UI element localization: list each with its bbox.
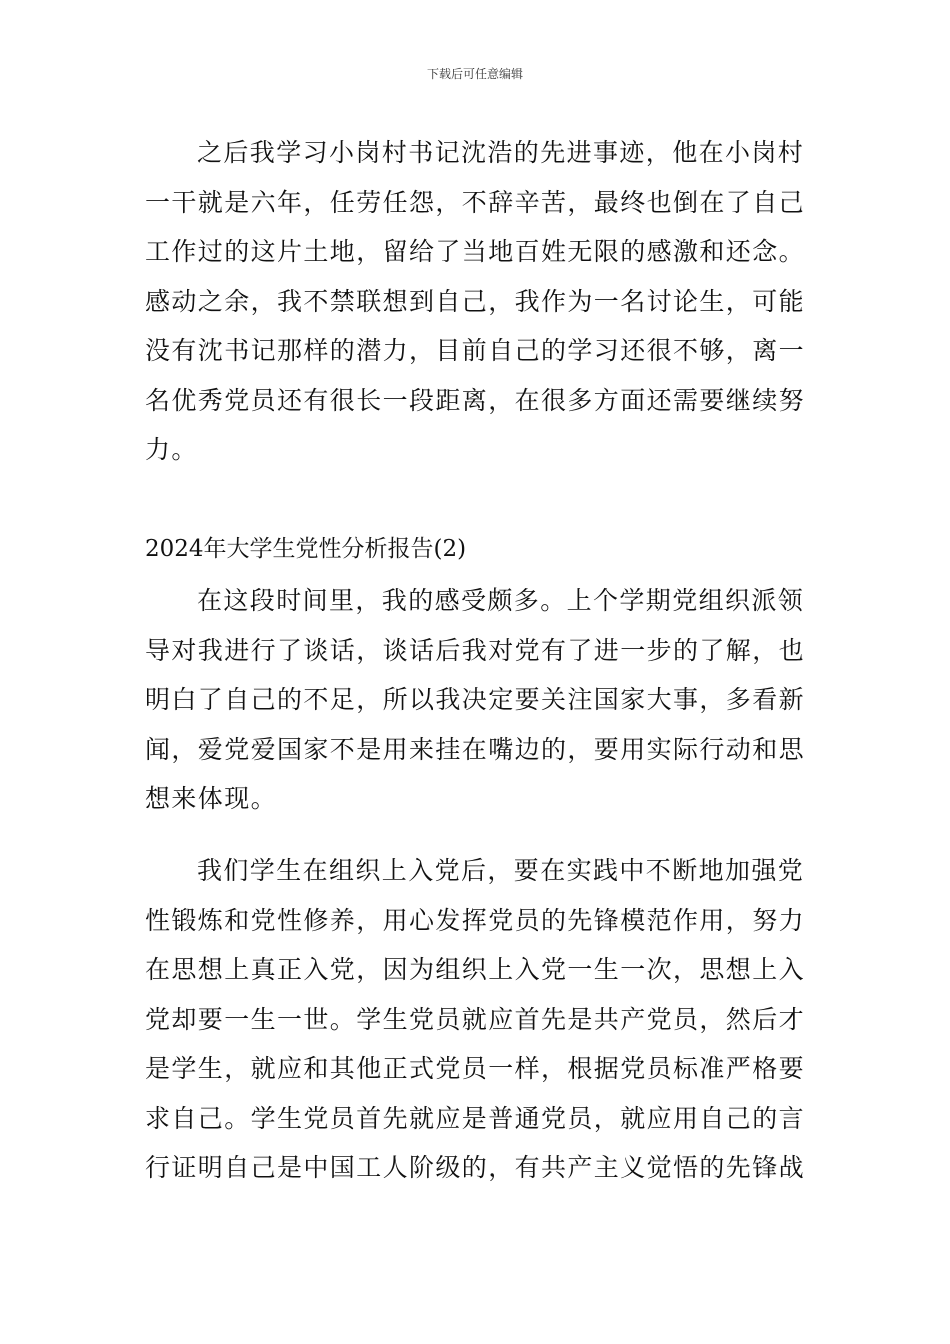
paragraph-line: 名优秀党员还有很长一段距离，在很多方面还需要继续努: [145, 385, 806, 415]
paragraph-line: 闻，爱党爱国家不是用来挂在嘴边的，要用实际行动和思: [145, 734, 806, 764]
paragraph-line: 想来体现。: [145, 784, 278, 813]
paragraph-line: 明白了自己的不足，所以我决定要关注国家大事，多看新: [145, 685, 806, 714]
section-heading: 2024年大学生党性分析报告(2): [145, 536, 467, 562]
paragraph-line: 导对我进行了谈话，谈话后我对党有了进一步的了解，也: [145, 635, 806, 665]
paragraph-line: 力。: [145, 435, 198, 464]
paragraph-line: 工作过的这片土地，留给了当地百姓无限的感激和还念。: [145, 237, 806, 266]
page-header-note: 下载后可任意编辑: [426, 67, 523, 81]
paragraph-line: 性锻炼和党性修养，用心发挥党员的先锋模范作用，努力: [145, 905, 806, 935]
paragraph-line: 之后我学习小岗村书记沈浩的先进事迹，他在小岗村: [197, 138, 805, 167]
paragraph-line: 在思想上真正入党，因为组织上入党一生一次，思想上入: [145, 955, 806, 984]
paragraph-2: [145, 576, 808, 824]
paragraph-3: [145, 846, 808, 1193]
paragraph-line: 行证明自己是中国工人阶级的，有共产主义觉悟的先锋战: [145, 1153, 806, 1182]
paragraph-line: 是学生，就应和其他正式党员一样，根据党员标准严格要: [145, 1054, 806, 1083]
paragraph-line: 一干就是六年，任劳任怨，不辞辛苦，最终也倒在了自己: [145, 187, 806, 217]
paragraph-line: 在这段时间里，我的感受颇多。上个学期党组织派领: [197, 586, 805, 615]
paragraph-1: [145, 128, 808, 475]
paragraph-line: 感动之余，我不禁联想到自己，我作为一名讨论生，可能: [145, 286, 806, 316]
paragraph-line: 党却要一生一世。学生党员就应首先是共产党员，然后才: [145, 1004, 806, 1034]
paragraph-line: 我们学生在组织上入党后，要在实践中不断地加强党: [197, 856, 805, 885]
paragraph-line: 求自己。学生党员首先就应是普通党员，就应用自己的言: [145, 1103, 806, 1133]
paragraph-line: 没有沈书记那样的潜力，目前自己的学习还很不够，离一: [145, 336, 806, 365]
